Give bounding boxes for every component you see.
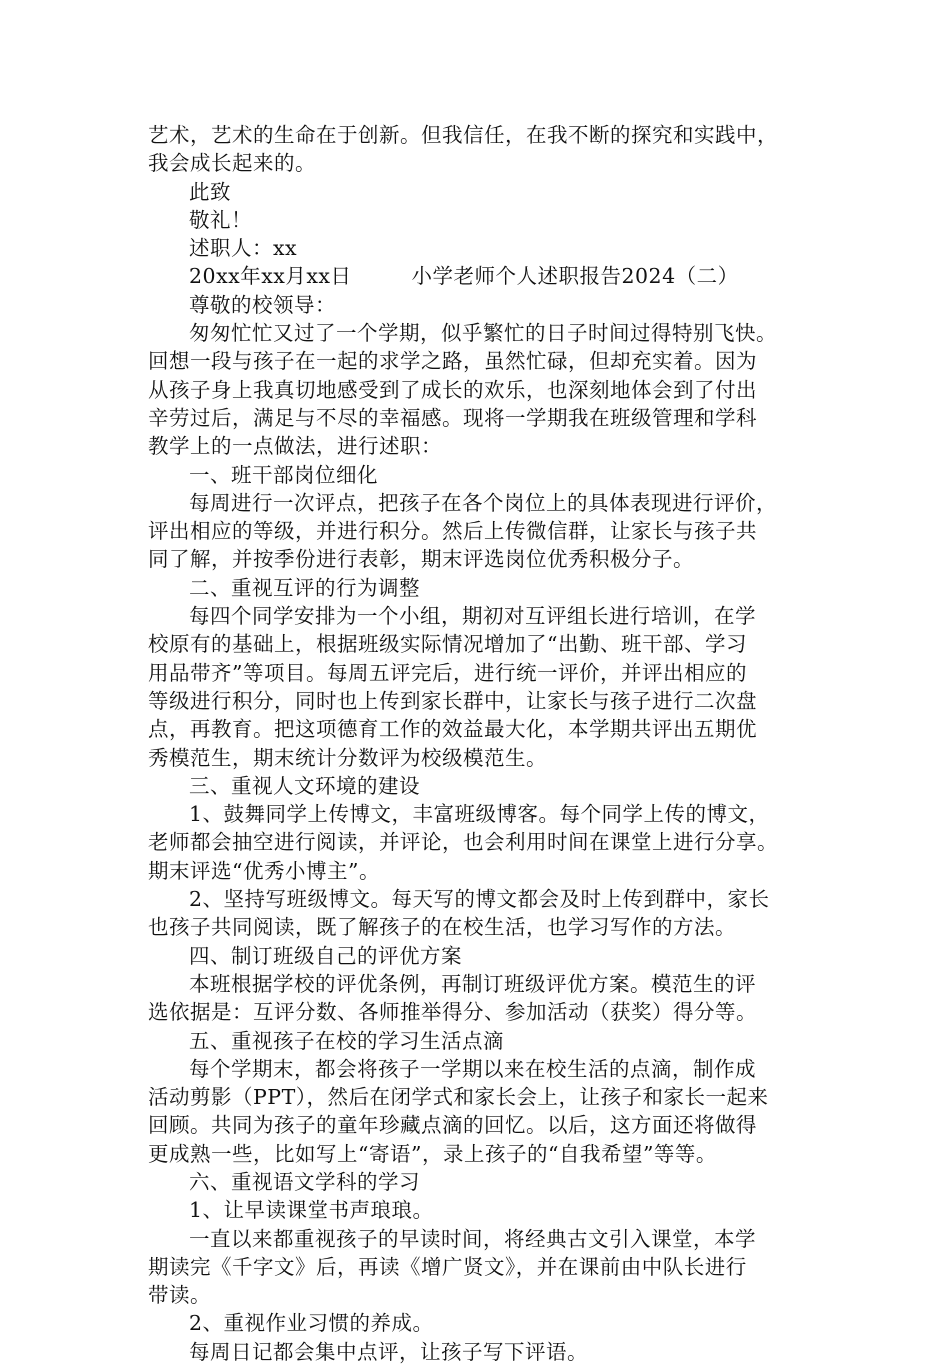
text-line [148,432,838,460]
line-text: 三、重视人文环境的建设 [189,773,420,798]
line-text: 20xx年xx月xx日 [189,264,352,289]
line-text: 活动剪影（PPT），然后在闭学式和家长会上，让孩子和家长一起来 [148,1085,769,1110]
text-line [148,574,838,602]
line-text: 尊敬的校领导： [189,292,336,317]
text-line [148,178,838,206]
document-body [148,121,838,1366]
text-line [148,1338,838,1366]
text-line [148,1055,838,1083]
text-line [148,744,838,772]
text-line [148,1140,838,1168]
line-text: 校原有的基础上，根据班级实际情况增加了“出勤、班干部、学习 [148,632,747,657]
line-text: 敬礼！ [189,207,252,232]
line-text: 用品带齐”等项目。每周五评完后，进行统一评价，并评出相应的 [148,660,747,685]
text-line [148,291,838,319]
text-line [148,545,838,573]
line-text: 教学上的一点做法，进行述职： [148,434,442,459]
text-line [148,489,838,517]
text-line [148,602,838,630]
line-text: 一、班干部岗位细化 [189,462,378,487]
text-line [148,461,838,489]
line-text: 评出相应的等级，并进行积分。然后上传微信群，让家长与孩子共 [148,519,757,544]
text-line [148,149,838,177]
text-line [148,659,838,687]
line-text: 回顾。共同为孩子的童年珍藏点滴的回忆。以后，这方面还将做得 [148,1113,757,1138]
line-text: 选依据是：互评分数、各师推举得分、参加活动（获奖）得分等。 [148,1000,757,1025]
text-line [148,998,838,1026]
text-line [148,687,838,715]
line-text: 每个学期末，都会将孩子一学期以来在校生活的点滴，制作成 [189,1056,756,1081]
line-text: 本班根据学校的评优条例，再制订班级评优方案。模范生的评 [189,971,756,996]
section-title: 小学老师个人述职报告2024（二） [411,264,739,289]
line-text: 辛劳过后，满足与不尽的幸福感。现将一学期我在班级管理和学科 [148,405,757,430]
text-line [148,319,838,347]
line-text: 从孩子身上我真切地感受到了成长的欢乐，也深刻地体会到了付出 [148,377,757,402]
text-line [148,376,838,404]
text-line [148,517,838,545]
line-text: 二、重视互评的行为调整 [189,575,420,600]
line-text: 我会成长起来的。 [148,151,316,176]
text-line [148,121,838,149]
line-text: 2、重视作业习惯的养成。 [189,1311,434,1336]
line-text: 同了解，并按季份进行表彰，期末评选岗位优秀积极分子。 [148,547,694,572]
line-text: 1、鼓舞同学上传博文，丰富班级博客。每个同学上传的博文， [189,802,770,827]
text-line [148,1281,838,1309]
line-text: 一直以来都重视孩子的早读时间，将经典古文引入课堂，本学 [189,1226,756,1251]
line-text: 每周进行一次评点，把孩子在各个岗位上的具体表现进行评价， [189,490,777,515]
text-line [148,1225,838,1253]
text-line [148,970,838,998]
line-text: 每周日记都会集中点评，让孩子写下评语。 [189,1339,588,1364]
text-line [148,630,838,658]
line-text: 艺术，艺术的生命在于创新。但我信任，在我不断的探究和实践中， [148,123,778,147]
text-line [148,857,838,885]
line-text: 四、制订班级自己的评优方案 [189,943,462,968]
line-text: 更成熟一些，比如写上“寄语”，录上孩子的“自我希望”等等。 [148,1141,717,1166]
line-text: 也孩子共同阅读，既了解孩子的在校生活，也学习写作的方法。 [148,915,736,940]
line-text: 1、让早读课堂书声琅琅。 [189,1198,434,1223]
text-line [148,800,838,828]
text-line [148,1196,838,1224]
text-line [148,1309,838,1337]
line-text: 秀模范生，期末统计分数评为校级模范生。 [148,745,547,770]
text-line [148,1111,838,1139]
text-line [148,828,838,856]
line-text: 期读完《千字文》后，再读《增广贤文》，并在课前由中队长进行 [148,1254,747,1279]
text-line [148,404,838,432]
text-line [148,715,838,743]
text-line [148,1027,838,1055]
text-line [148,1253,838,1281]
text-line [148,942,838,970]
line-text: 匆匆忙忙又过了一个学期，似乎繁忙的日子时间过得特别飞快。 [189,321,777,346]
text-line [148,347,838,375]
line-text: 五、重视孩子在校的学习生活点滴 [189,1028,504,1053]
line-text: 六、重视语文学科的学习 [189,1169,420,1194]
line-text: 期末评选“优秀小博主”。 [148,858,380,883]
text-line [148,206,838,234]
line-text: 点，再教育。把这项德育工作的效益最大化，本学期共评出五期优 [148,717,757,742]
line-text: 2、坚持写班级博文。每天写的博文都会及时上传到群中，家长 [189,887,770,912]
line-text: 带读。 [148,1283,211,1308]
text-line [148,234,838,262]
line-text: 每四个同学安排为一个小组，期初对互评组长进行培训，在学 [189,604,756,629]
text-line [148,913,838,941]
line-text: 此致 [189,179,231,204]
line-text: 述职人：xx [189,236,298,261]
text-line [148,1083,838,1111]
text-line [148,1168,838,1196]
text-line [148,885,838,913]
line-text: 回想一段与孩子在一起的求学之路，虽然忙碌，但却充实着。因为 [148,349,757,374]
text-line [148,262,838,290]
line-text: 等级进行积分，同时也上传到家长群中，让家长与孩子进行二次盘 [148,688,757,713]
line-text: 老师都会抽空进行阅读，并评论，也会利用时间在课堂上进行分享。 [148,830,778,855]
text-line [148,772,838,800]
